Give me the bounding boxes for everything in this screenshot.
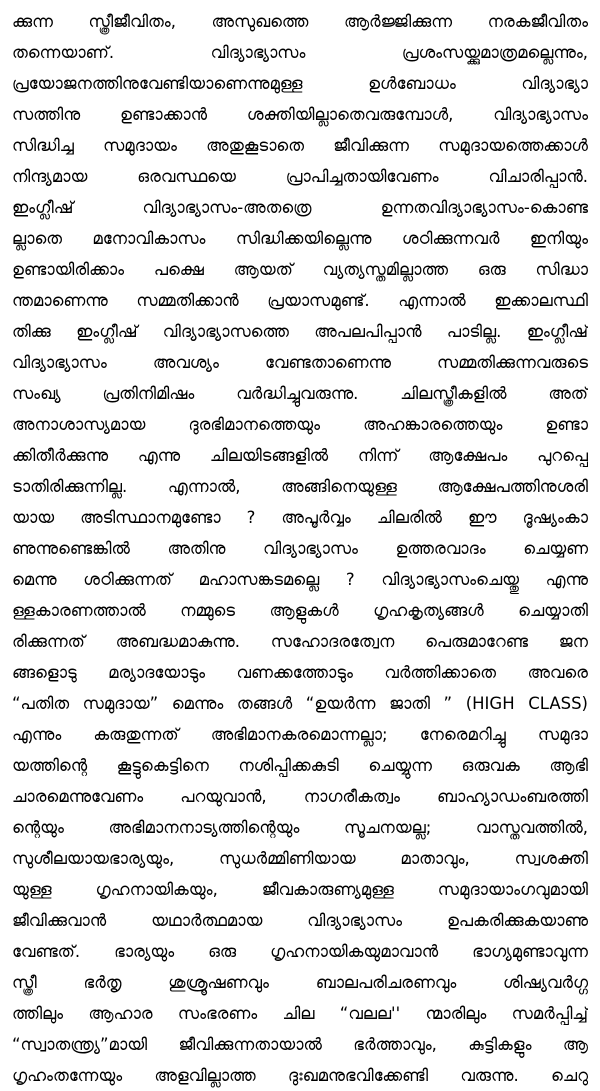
text-line: ക്കിതീർക്കുന്നു എന്നു ചിലയിടങ്ങളിൽ നിന്ന് ആക്ഷേപം പുറപ്പെ (12, 446, 588, 465)
text-line: സത്തിനു ഉണ്ടാക്കാൻ ശക്തിയില്ലാതെവരുമ്പോൾ, വിദ്യാഭ്യാസം (12, 105, 588, 124)
text-line: നിന്ദ്യമായ ഒരവസ്ഥയെ പ്രാപിച്ചതായിവേണം വിചാരിപ്പാൻ. (12, 167, 588, 186)
text-line: സിദ്ധിച്ച സമുദായം അതുകൂടാതെ ജീവിക്കുന്ന സമുദായത്തെക്കാൾ (12, 136, 588, 155)
text-line: ത്തിലും ആഹാര സംഭരണം ചില “വലല'' ന്മാരിലും സമർപ്പിച്ച് (12, 1004, 588, 1023)
text-line: ഇംഗ്ലീഷ് വിദ്യാഭ്യാസം-അതത്രെ ഉന്നതവിദ്യാഭ്യാസം-കൊണ്ട (12, 198, 588, 217)
text-line: ഗൃഹംതന്നേയും അളവില്ലാത്ത ദുഃഖമനുഭവിക്കേണ്ടി വരുന്നു. ചെറു (12, 1066, 588, 1085)
text-line: ന്തമാണെന്നു സമ്മതിക്കാൻ പ്രയാസമുണ്ട്. എന്നാൽ ഇക്കാലസ്ഥി (12, 291, 588, 310)
text-line: ടാതിരിക്കുന്നില്ല. എന്നാൽ, അങ്ങിനെയുള്ള ആക്ഷേപത്തിനുശരി (12, 477, 588, 496)
text-line: ചാരമെന്നുവേണം പറയുവാൻ, നാഗരീകത്വം ബാഹ്യാഡംബരത്തി (12, 787, 588, 806)
text-line: ജീവിക്കുവാൻ യഥാർത്ഥമായ വിദ്യാഭ്യാസം ഉപകരിക്കുകയാണു (12, 911, 588, 930)
text-line: യായ അടിസ്ഥാനമുണ്ടോ ? അപൂർവ്വം ചിലരിൽ ഈ ദൂഷ്യംകാ (12, 508, 588, 527)
text-line: പ്രയോജനത്തിനുവേണ്ടിയാണെന്നുമുള്ള ഉൾബോധം വിദ്യാഭ്യാ (12, 74, 588, 93)
text-line: ല്ലാതെ മനോവികാസം സിദ്ധിക്കയില്ലെന്നു ശഠിക്കുന്നവർ ഇനിയും (12, 229, 588, 248)
text-line: തന്നെയാണ്. വിദ്യാഭ്യാസം പ്രശംസയ്ക്കുമാത്രമല്ലെന്നും, (12, 43, 588, 62)
text-line: ന്റെയും അഭിമാനനാട്യത്തിന്റെയും സൂചനയല്ല; വാസ്തവത്തിൽ, (12, 818, 588, 837)
body-text (12, 6, 588, 1091)
text-line: യത്തിന്റെ കൂട്ടുകെട്ടിനെ നശിപ്പിക്കകുടി ചെയ്യുന്ന ഒരുവക ആഭി (12, 756, 588, 775)
text-line: ഉണ്ടായിരിക്കാം പക്ഷെ ആയത് വ്യത്യസ്തമില്ലാത്ത ഒരു സിദ്ധാ (12, 260, 588, 279)
text-line: ള്ളകാരണത്താൽ നമ്മുടെ ആളുകൾ ഗൃഹകൃത്യങ്ങൾ ചെയ്യാതി (12, 601, 588, 620)
text-line: സ്ത്രീ ഭർതൃ ശുശ്രൂഷണവും ബാലപരിചരണവും ശിഷ്യവർഗ്ഗ (12, 973, 588, 992)
text-line: “സ്വാതന്ത്ര്യ”മായി ജീവിക്കുന്നതായാൽ ഭർത്താവും, കുട്ടികളും ആ (12, 1035, 588, 1054)
text-line: രിക്കുന്നത് അബദ്ധമാകുന്നു. സഹോദരത്വേന പെരുമാറേണ്ട ജന (12, 632, 588, 651)
text-line: അനാശാസ്യമായ ദുരഭിമാനത്തെയും അഹങ്കാരത്തെയും ഉണ്ടാ (12, 415, 588, 434)
text-line: “പതിത സമുദായ” മെന്നും തങ്ങൾ “ഉയർന്ന ജാതി ” (HIGH CLASS) (12, 694, 588, 713)
text-line: എന്നും കരുതുന്നത് അഭിമാനകരമൊന്നല്ലാ; നേരെമറിച്ചു സമുദാ (12, 725, 588, 744)
text-line: യുള്ള ഗൃഹനായികയും, ജീവകാരുണ്യമുള്ള സമുദായാംഗവുമായി (12, 880, 588, 899)
text-line: തിക്കു ഇംഗ്ലീഷ് വിദ്യാഭ്യാസത്തെ അപലപിപ്പാൻ പാടില്ല. ഇംഗ്ലീഷ് (12, 322, 588, 341)
text-line: സംഖ്യ പ്രതിനിമിഷം വർദ്ധിച്ചുവരുന്നു. ചിലസ്ത്രീകളിൽ അത് (12, 384, 588, 403)
text-line: ണുന്നുണ്ടെങ്കിൽ അതിനു വിദ്യാഭ്യാസം ഉത്തരവാദം ചെയ്യണ (12, 539, 588, 558)
text-line: മെന്നു ശഠിക്കുന്നത് മഹാസങ്കടമല്ലെ ? വിദ്യാഭ്യാസംചെയ്തു എന്നു (12, 570, 588, 589)
text-line: സുശീലയായഭാര്യയും, സുധർമ്മിണിയായ മാതാവും, സ്വശക്തി (12, 849, 588, 868)
text-line: ങ്ങളൊടു മര്യാദയോടും വണക്കത്തോടും വർത്തിക്കാതെ അവരെ (12, 663, 588, 682)
text-line: വേണ്ടത്. ഭാര്യയും ഒരു ഗൃഹനായികയുമാവാൻ ഭാഗ്യമുണ്ടാവുന്ന (12, 942, 588, 961)
text-line: വിദ്യാഭ്യാസം അവശ്യം വേണ്ടതാണെന്നു സമ്മതിക്കുന്നവരുടെ (12, 353, 588, 372)
text-line: ക്കുന്ന സ്ത്രീജീവിതം, അസുഖത്തെ ആർജ്ജിക്കുന്ന നരകജീവിതം (12, 12, 588, 31)
